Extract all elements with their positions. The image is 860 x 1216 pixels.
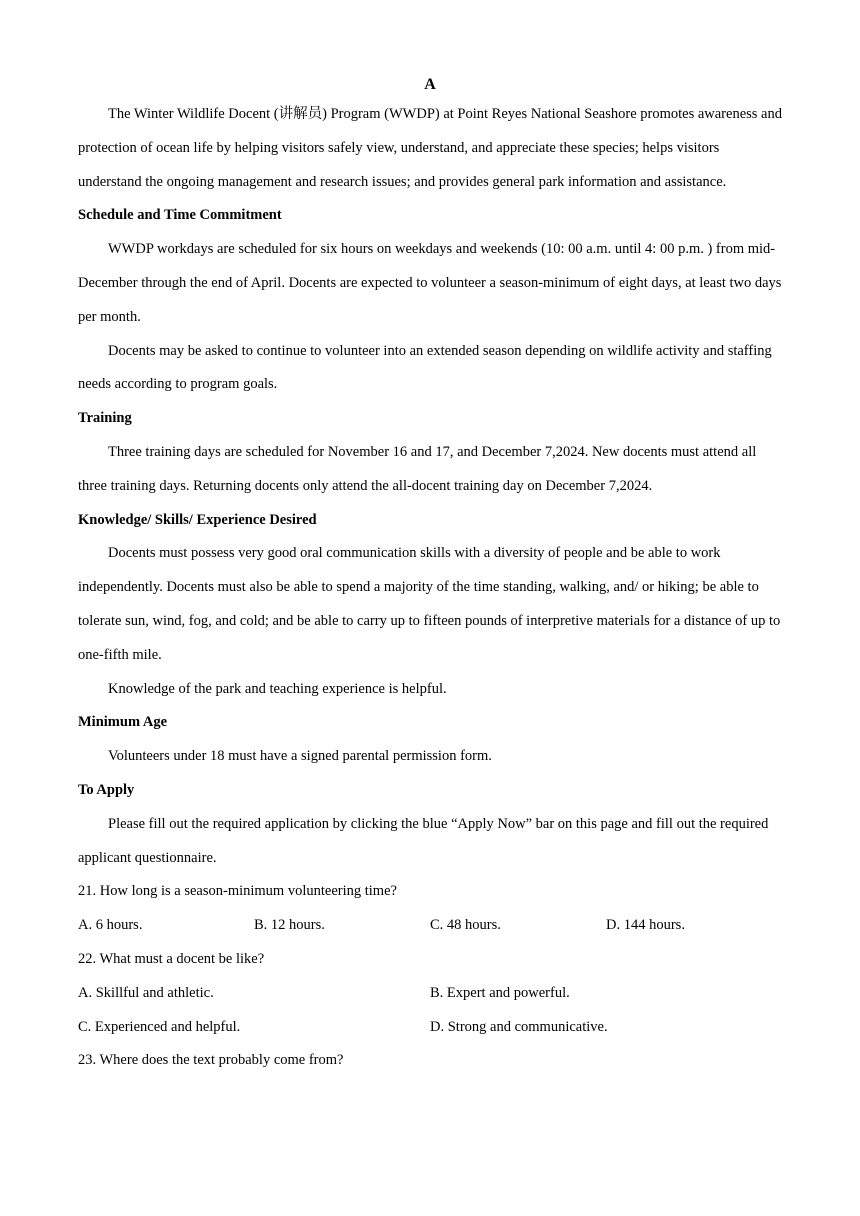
section-knowledge-skills [78, 504, 782, 707]
option-d: D. 144 hours. [606, 917, 685, 934]
section-heading: Schedule and Time Commitment [78, 207, 282, 224]
section-paragraph: Three training days are scheduled for November 16 and 17, and December 7,2024. New docents must attend all three training days. Returning docents only attend the all-docent training day on December 7,2024. [78, 443, 757, 494]
section-paragraph: Docents must possess very good oral communication skills with a diversity of people and be able to work independently. Docents must also be able to spend a majority of the time standing, walking, and/ or hiking; be able to tolerate sun, wind, fog, and cold; and be able to carry up to fifteen pounds of interpretive materials for a distance of up to one-fifth mile. [78, 545, 781, 663]
section-paragraph: WWDP workdays are scheduled for six hours on weekdays and weekends (10: 00 a.m. until 4: 00 p.m. ) from mid-December through the end of April. Docents are expected to volunteer a season-minimum of eight days, at least two days per month. [78, 241, 782, 325]
question-stem: 23. Where does the text probably come from? [78, 1052, 344, 1069]
section-paragraph: Docents may be asked to continue to volunteer into an extended season depending on wildlife activity and staffing needs according to program goals. [78, 342, 772, 393]
option-b: B. 12 hours. [254, 917, 325, 934]
option-row [78, 977, 782, 1011]
option-a: A. 6 hours. [78, 917, 143, 934]
document-page [78, 72, 782, 1078]
option-a: A. Skillful and athletic. [78, 984, 214, 1001]
intro-paragraph: The Winter Wildlife Docent (讲解员) Program (WWDP) at Point Reyes National Seashore promotes awareness and protection of ocean life by helping visitors safely view, understand, and appreciate these species; helps visitors understand the ongoing management and research issues; and provides general park information and assistance. [78, 106, 782, 190]
option-c: C. Experienced and helpful. [78, 1018, 241, 1035]
section-minimum-age [78, 706, 782, 774]
option-row [78, 909, 782, 943]
passage-title: A [424, 76, 436, 93]
section-to-apply [78, 774, 782, 875]
option-row [78, 1011, 782, 1045]
section-heading: Minimum Age [78, 714, 168, 731]
section-schedule [78, 199, 782, 402]
question-22 [78, 943, 782, 1044]
section-paragraph: Please fill out the required application by clicking the blue “Apply Now” bar on this page and fill out the required applicant questionnaire. [78, 815, 769, 866]
section-paragraph: Knowledge of the park and teaching experience is helpful. [108, 680, 447, 697]
section-training [78, 402, 782, 503]
section-paragraph: Volunteers under 18 must have a signed parental permission form. [108, 748, 492, 765]
option-b: B. Expert and powerful. [430, 984, 570, 1001]
question-stem: 21. How long is a season-minimum volunteering time? [78, 883, 397, 900]
section-heading: Training [78, 410, 132, 427]
question-stem: 22. What must a docent be like? [78, 950, 265, 967]
question-23 [78, 1044, 782, 1078]
option-d: D. Strong and communicative. [430, 1018, 608, 1035]
section-heading: Knowledge/ Skills/ Experience Desired [78, 511, 317, 528]
question-21 [78, 875, 782, 943]
option-c: C. 48 hours. [430, 917, 501, 934]
section-heading: To Apply [78, 781, 135, 798]
